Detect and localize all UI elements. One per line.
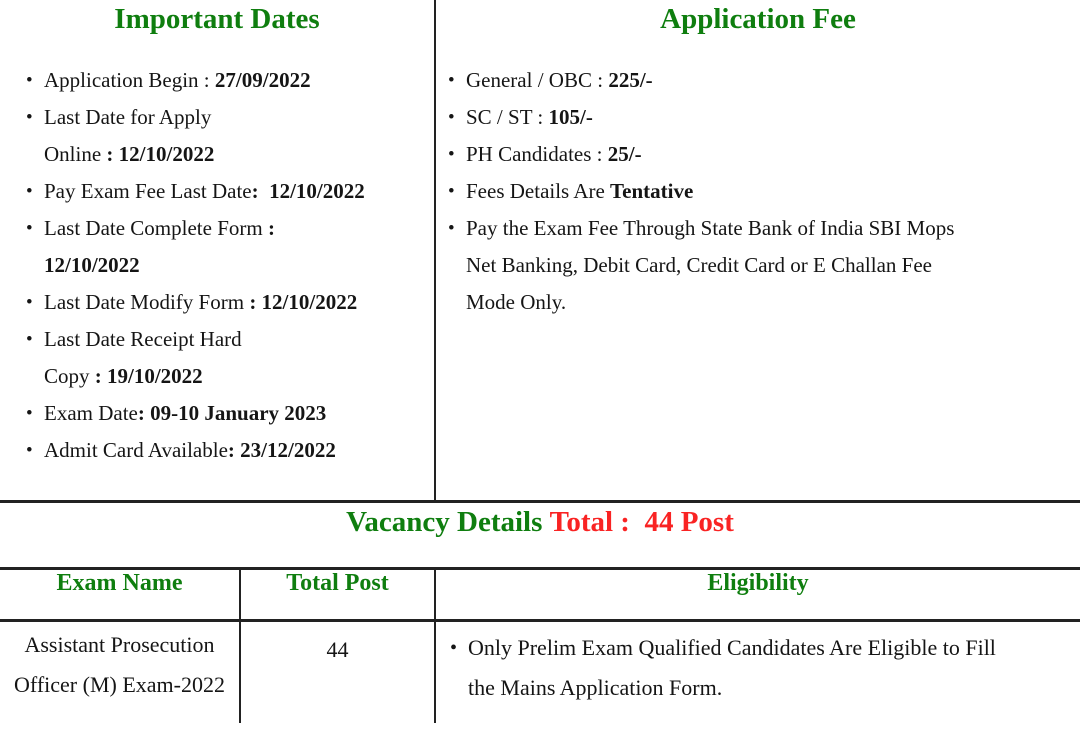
list-item-text: Exam Date: 09-10 January 2023 — [44, 401, 327, 425]
bullet-icon: • — [450, 637, 458, 659]
bullet-icon: • — [26, 181, 33, 202]
bullet-icon: • — [26, 292, 33, 313]
list-item-text: General / OBC : 225/- — [466, 68, 653, 92]
list-item-text: Pay the Exam Fee Through State Bank of India SBI Mops Net Banking, Debit Card, Credit Card or E Challan Fee Mode Only. — [466, 216, 955, 314]
list-item-text: Only Prelim Exam Qualified Candidates Are Eligible to Fill the Mains Application Form. — [468, 635, 996, 700]
list-item — [26, 432, 428, 469]
list-item — [26, 99, 428, 173]
list-item — [26, 173, 428, 210]
list-item-text: Application Begin : 27/09/2022 — [44, 68, 311, 92]
application-fee-list — [436, 62, 1080, 321]
list-item — [26, 210, 428, 284]
total-post-cell — [240, 621, 435, 723]
vacancy-table — [0, 567, 1080, 723]
list-item — [450, 628, 1080, 708]
list-item — [26, 284, 428, 321]
list-item — [448, 136, 1070, 173]
header-total-post: Total Post — [240, 569, 435, 621]
list-item-text: Fees Details Are Tentative — [466, 179, 694, 203]
header-eligibility: Eligibility — [435, 569, 1080, 621]
eligibility-cell — [435, 621, 1080, 723]
vacancy-table-row — [0, 621, 1080, 723]
vacancy-heading — [0, 503, 1080, 567]
bullet-icon: • — [448, 181, 455, 202]
list-item-text: Last Date Modify Form : 12/10/2022 — [44, 290, 358, 314]
list-item-text: Last Date Complete Form : 12/10/2022 — [44, 216, 275, 277]
list-item — [448, 210, 1070, 321]
bullet-icon: • — [448, 107, 455, 128]
bullet-icon: • — [26, 403, 33, 424]
bullet-icon: • — [448, 70, 455, 91]
application-fee-title: Application Fee — [660, 3, 856, 35]
application-fee-section — [436, 0, 1080, 500]
bullet-icon: • — [26, 440, 33, 461]
vacancy-table-header-row — [0, 569, 1080, 621]
list-item — [448, 99, 1070, 136]
important-dates-list — [0, 62, 434, 469]
list-item-text: SC / ST : 105/- — [466, 105, 593, 129]
bullet-icon: • — [448, 218, 455, 239]
vacancy-total-label: Total : 44 Post — [549, 506, 734, 538]
important-dates-section — [0, 0, 436, 500]
vacancy-details-label: Vacancy Details — [346, 506, 550, 538]
bullet-icon: • — [26, 107, 33, 128]
list-item — [448, 62, 1070, 99]
list-item — [448, 173, 1070, 210]
list-item-text: Pay Exam Fee Last Date: 12/10/2022 — [44, 179, 365, 203]
bullet-icon: • — [26, 329, 33, 350]
bullet-icon: • — [26, 218, 33, 239]
list-item — [26, 62, 428, 99]
list-item-text: Last Date for Apply Online : 12/10/2022 — [44, 105, 215, 166]
eligibility-list — [436, 622, 1080, 708]
list-item — [26, 395, 428, 432]
list-item-text: Admit Card Available: 23/12/2022 — [44, 438, 336, 462]
bullet-icon: • — [448, 144, 455, 165]
list-item — [26, 321, 428, 395]
header-exam-name: Exam Name — [0, 569, 240, 621]
total-post-value: 44 — [326, 637, 349, 662]
bullet-icon: • — [26, 70, 33, 91]
list-item-text: Last Date Receipt Hard Copy : 19/10/2022 — [44, 327, 242, 388]
exam-name-cell — [0, 621, 240, 723]
list-item-text: PH Candidates : 25/- — [466, 142, 642, 166]
important-dates-title: Important Dates — [114, 3, 320, 35]
exam-name-text: Assistant Prosecution Officer (M) Exam-2022 — [14, 632, 225, 697]
